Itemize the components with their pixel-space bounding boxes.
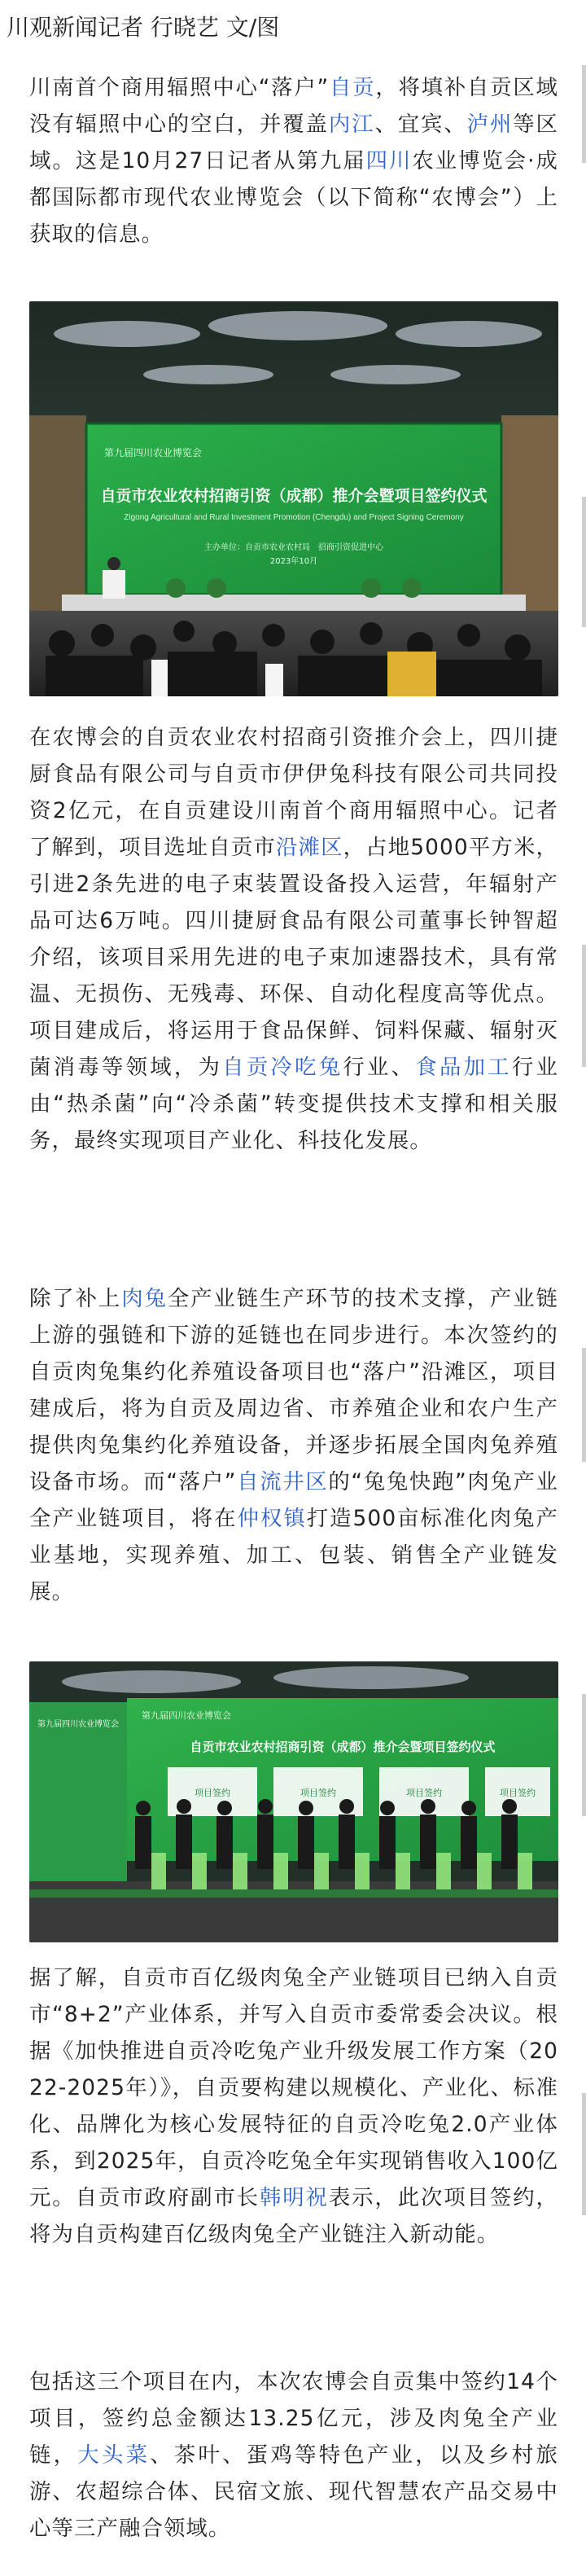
- screen-subtitle: Zigong Agricultural and Rural Investment Promotion (Chengdu) and Project Signing Ceremony: [124, 513, 464, 522]
- paragraph-project-1: [29, 719, 558, 1159]
- board-label: 项目签约: [406, 1788, 442, 1798]
- text: 据了解，自贡市百亿级肉兔全产业链项目已纳入自贡市“8+2”产业体系，并写入自贡市委常委会决议。根据《加快推进自贡冷吃兔产业升级发展工作方案（2022-2025年）》，自贡要构建以规模化、产业化、标准化、品牌化为核心发展特征的自贡冷吃兔2.0产业体系，到2025年，自贡冷吃兔全年实现销售收入100亿元。自贡市政府副市长: [29, 1965, 558, 2210]
- text: 、茶叶、蛋鸡等特色产业，以及乡村旅游、农超综合体、民宿文旅、现代智慧农产品交易中心等三产融合领域。: [29, 2442, 559, 2541]
- link-han-mingzhu[interactable]: 韩明祝: [259, 2185, 329, 2210]
- booth-label: 第九届四川农业博览会: [37, 1720, 119, 1729]
- text: 除了补上: [29, 1286, 122, 1311]
- text: ，将填补自贡区域没有辐照中心的空白，并覆盖: [29, 75, 558, 137]
- paragraph-industry-chain: [29, 1959, 558, 2253]
- text: ，占地5000平方米，引进2条先进的电子束装置设备投入运营，年辐射产品可达6万吨。四川捷厨食品有限公司董事长钟智超介绍，该项目采用先进的电子束加速器技术，具有常温、无损伤、无残毒、环保、自动化程度高等优点。项目建成后，将运用于食品保鲜、饲料保藏、辐射灭菌消毒等领域，为: [29, 835, 558, 1080]
- byline: 川观新闻记者 行晓艺 文/图: [7, 14, 280, 41]
- text: 全产业链生产环节的技术支撑，产业链上游的强链和下游的延链也在同步进行。本次签约的自贡肉兔集约化养殖设备项目也“落户”沿滩区，项目建成后，将为自贡及周边省、市养殖企业和农户生产提供肉兔集约化养殖设备，并逐步拓展全国肉兔养殖设备市场。而“落户”: [29, 1286, 558, 1494]
- text: 行业由“热杀菌”向“冷杀菌”转变提供技术支撑和相关服务，最终实现项目产业化、科技化发展。: [29, 1055, 559, 1153]
- link-ziliujing[interactable]: 自流井区: [236, 1469, 329, 1494]
- text: 等区域。这是10月27日记者从第九届: [29, 112, 559, 173]
- link-luzhou[interactable]: 泸州: [466, 112, 514, 137]
- text: 行业、: [343, 1055, 416, 1080]
- photo-signing-ceremony: [29, 1661, 558, 1942]
- text: 打造500亩标准化肉兔产业基地，实现养殖、加工、包装、销售全产业链发展。: [29, 1506, 558, 1604]
- link-zigong-rabbit[interactable]: 自贡冷吃兔: [222, 1055, 343, 1080]
- scrollbar-thumb[interactable]: [582, 1348, 586, 1462]
- scrollbar-thumb[interactable]: [582, 1694, 586, 1816]
- link-sichuan[interactable]: 四川: [365, 148, 413, 173]
- board-label: 项目签约: [195, 1788, 230, 1798]
- screen-date: 2023年10月: [269, 557, 318, 566]
- conference-photo: [29, 301, 558, 696]
- text: 农业博览会·成都国际都市现代农业博览会（以下简称“农博会”）上获取的信息。: [29, 148, 559, 247]
- screen-title: 自贡市农业农村招商引资（成都）推介会暨项目签约仪式: [100, 487, 488, 505]
- text: 川南首个商用辐照中心“落户”: [29, 75, 330, 100]
- screen-title: 自贡市农业农村招商引资（成都）推介会暨项目签约仪式: [190, 1740, 496, 1754]
- signing-photo: [29, 1661, 558, 1942]
- board-label: 项目签约: [500, 1788, 536, 1798]
- expo-logo-text: 第九届四川农业博览会: [104, 447, 203, 459]
- text: 表示，此次项目签约，将为自贡构建百亿级肉兔全产业链注入新动能。: [29, 2185, 558, 2247]
- scrollbar-thumb[interactable]: [582, 497, 586, 627]
- text: 包括这三个项目在内，本次农博会自贡集中签约14个项目，签约总金额达13.25亿元，涉及肉兔全产业链，: [29, 2369, 558, 2468]
- link-food-processing[interactable]: 食品加工: [415, 1055, 512, 1080]
- link-rabbit[interactable]: 肉兔: [121, 1286, 168, 1311]
- scrollbar-thumb[interactable]: [582, 945, 586, 1067]
- link-zhongquan[interactable]: 仲权镇: [237, 1506, 307, 1531]
- article-header: [0, 0, 586, 57]
- scrollbar-thumb[interactable]: [582, 65, 586, 163]
- text: 、宜宾、: [374, 112, 467, 137]
- paragraph-intro: [29, 69, 558, 252]
- expo-logo-text: 第九届四川农业博览会: [142, 1710, 231, 1721]
- link-neijiang[interactable]: 内江: [328, 112, 375, 137]
- paragraph-project-2: [29, 1280, 558, 1610]
- board-label: 项目签约: [300, 1788, 336, 1798]
- scrollbar-thumb[interactable]: [582, 2093, 586, 2215]
- link-datoucai[interactable]: 大头菜: [77, 2442, 151, 2468]
- paragraph-summary: [29, 2363, 558, 2547]
- screen-sponsor: 主办单位：自贡市农业农村局 招商引资促进中心: [204, 543, 383, 552]
- text: 在农博会的自贡农业农村招商引资推介会上，四川捷厨食品有限公司与自贡市伊伊兔科技有限公司共同投资2亿元，在自贡建设川南首个商用辐照中心。记者了解到，项目选址自贡市: [29, 725, 558, 860]
- photo-conference-hall: [29, 301, 558, 696]
- link-yantan[interactable]: 沿滩区: [275, 835, 343, 860]
- text: 的“兔兔快跑”肉兔产业全产业链项目，将在: [29, 1469, 558, 1531]
- link-zigong[interactable]: 自贡: [329, 75, 376, 100]
